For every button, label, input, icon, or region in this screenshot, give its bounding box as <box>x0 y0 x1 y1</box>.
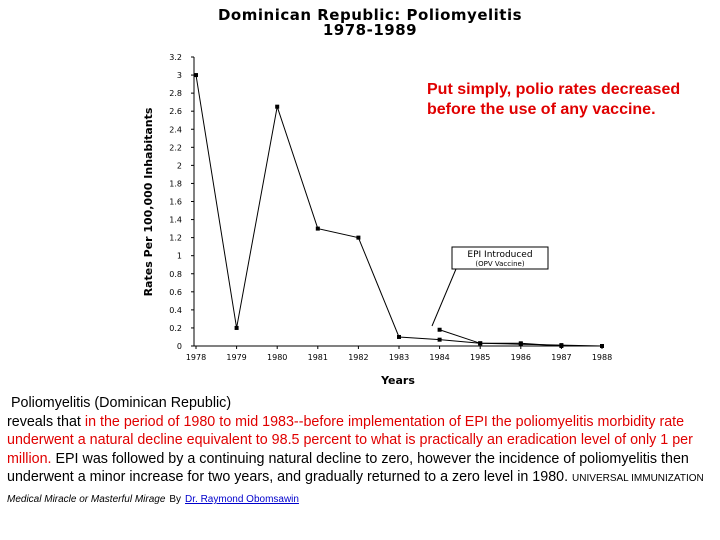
data-point <box>316 227 320 231</box>
data-point <box>478 341 482 345</box>
y-tick-label: 1.6 <box>169 197 182 207</box>
y-tick-label: 2.2 <box>169 143 182 153</box>
data-point <box>397 335 401 339</box>
chart-title-main: Dominican Republic: Poliomyelitis <box>217 6 523 24</box>
caption-part3: EPI was followed by a continuing natural decline to zero, however the incidence of poliomyelitis then underwent a minor increase for two years, and gradually returned to a zero level in 1980. <box>7 450 689 486</box>
x-tick-label: 1980 <box>267 353 288 362</box>
data-point <box>600 344 604 348</box>
data-point <box>194 73 198 77</box>
x-tick-label: 1985 <box>470 353 491 362</box>
caption <box>7 394 713 510</box>
x-tick-label: 1986 <box>510 353 531 362</box>
data-point <box>438 328 442 332</box>
author-link[interactable]: Dr. Raymond Obomsawin <box>185 493 299 505</box>
y-tick-label: 1.2 <box>169 233 182 243</box>
annotation-arrow <box>432 269 456 326</box>
x-tick-label: 1978 <box>185 353 207 362</box>
data-point <box>438 338 442 342</box>
y-tick-label: 2 <box>176 161 182 171</box>
y-tick-label: 0.8 <box>169 269 182 279</box>
y-axis-label: Rates Per 100,000 Inhabitants <box>142 107 155 297</box>
x-tick-label: 1983 <box>388 353 410 362</box>
x-tick-label: 1987 <box>551 353 572 362</box>
x-tick-label: 1981 <box>307 353 328 362</box>
x-tick-label: 1979 <box>226 353 247 362</box>
y-tick-label: 2.6 <box>169 107 182 117</box>
y-tick-label: 0 <box>176 342 182 351</box>
data-point <box>356 236 360 240</box>
caption-source-title: Medical Miracle or Masterful Mirage <box>7 493 166 505</box>
annotation-line-1: EPI Introduced <box>467 250 533 260</box>
y-tick-label: 3 <box>176 71 182 81</box>
chart-subtitle: 1978-1989 <box>322 21 418 39</box>
x-tick-label: 1982 <box>348 353 369 362</box>
y-tick-label: 0.6 <box>169 287 182 297</box>
caption-source: UNIVERSAL IMMUNIZATION <box>572 473 704 485</box>
x-tick-label: 1988 <box>591 353 613 362</box>
y-tick-label: 2.4 <box>169 125 182 135</box>
caption-heading: Poliomyelitis (Dominican Republic) <box>11 395 232 411</box>
data-point <box>519 341 523 345</box>
data-point <box>235 326 239 330</box>
y-tick-label: 3.2 <box>169 53 182 62</box>
caption-part2: in the period of 1980 to mid 1983--before implementation of EPI the poliomyelitis morbidity rate underwent a natural decline equivalent to 98.5 percent to what is practically an eradication level of only 1 per million. <box>7 413 693 467</box>
y-tick-label: 2.8 <box>169 89 182 99</box>
y-tick-label: 1 <box>176 251 182 261</box>
x-axis-label: Years <box>381 374 415 387</box>
caption-part1: reveals that <box>7 413 85 430</box>
y-tick-label: 0.4 <box>169 305 182 315</box>
data-point <box>275 105 279 109</box>
x-tick-label: 1984 <box>429 353 450 362</box>
data-point <box>559 344 563 348</box>
callout-text: Put simply, polio rates decreased before the use of any vaccine. <box>427 81 681 118</box>
y-tick-label: 1.8 <box>169 179 182 189</box>
y-tick-label: 0.2 <box>169 323 182 333</box>
y-tick-label: 1.4 <box>169 215 182 225</box>
caption-by: By <box>169 493 182 505</box>
annotation-line-2: (OPV Vaccine) <box>475 260 525 268</box>
